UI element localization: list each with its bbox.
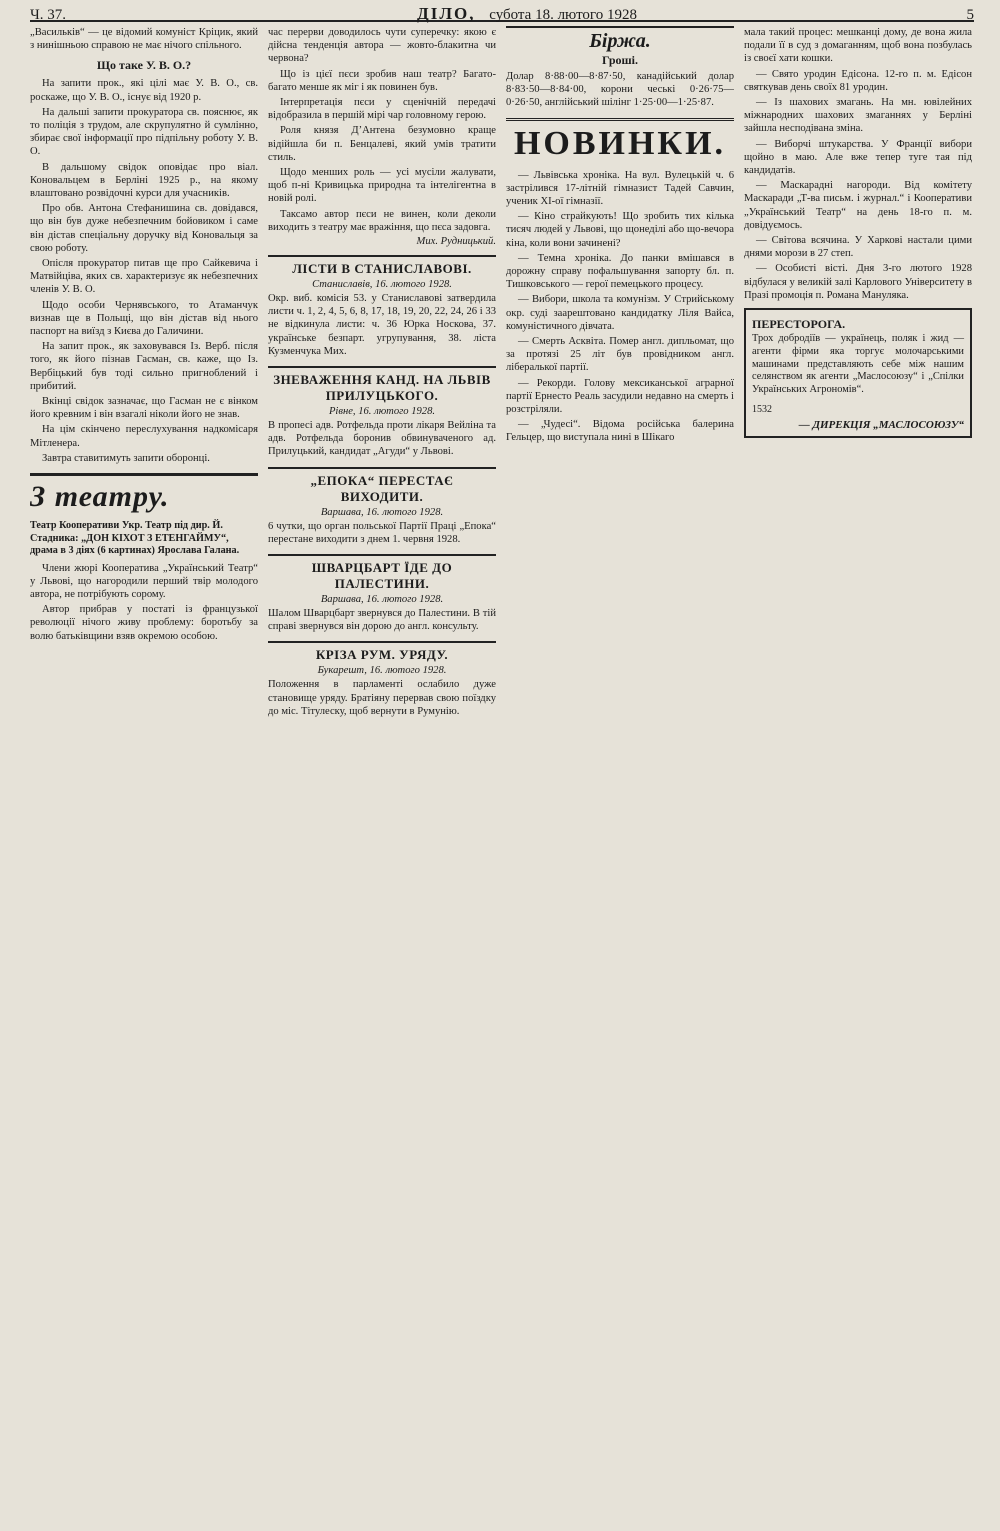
- warning-notice: [744, 308, 972, 438]
- news-dateline: Букарешт, 16. лютого 1928.: [317, 665, 447, 677]
- news-item: — Маскарадні нагороди. Від комітету Маскаради „Т-ва письм. і журнал.“ і Кооперативи „Український Театр“ на день 18-го п. м. довідуємось.: [744, 180, 972, 231]
- news-text: Шалом Шварцбарт звернувся до Палестини. В тій справі звернувся він дорою до англ. консульту.: [268, 608, 496, 633]
- article-text: Щодо особи Чернявського, то Атаманчук визнав ще в Польщі, що він дістав від нього паспорт на виїзд з Києва до Галичини.: [30, 299, 258, 338]
- exchange-rates: Долар 8·88·00—8·87·50, канадійський долар 8·83·50—8·84·00, корони чеські 0·26·75—0·26·50, англійський шілінг 1·25·00—1·25·87.: [506, 71, 734, 109]
- notice-number: 1532: [752, 404, 772, 416]
- masthead: [30, 4, 974, 22]
- news-text: Окр. виб. комісія 53. у Станиславові затвердила листи ч. 1, 2, 4, 5, 6, 8, 17, 18, 19, 20, 22, 24, 26 і 33 не відкинула листи: ч. 36 Юрка Носкова, 37. українське безпарт. угрупування, 38. ліста Кузменчука Мих.: [268, 293, 496, 357]
- article-text: В дальшому свідок оповідає про віал. Коновальцем в Берліні 1925 р., на якому влаштовано розвідочні курси для учасників.: [30, 161, 258, 200]
- article-text: Опісля прокуратор питав ще про Сайкевича і Матвійціва, яких св. характеризує як небезпечних членів У. В. О.: [30, 258, 258, 296]
- masthead-center: [120, 4, 934, 24]
- article-text: Роля князя Д’Антена безумовно краще відійшла би п. Бенцалеві, який умів тратити стиль.: [268, 125, 496, 163]
- notice-signature: — ДИРЕКЦІЯ „МАСЛОСОЮЗУ“: [798, 419, 964, 432]
- news-headline: ЗНЕВАЖЕННЯ КАНД. НА ЛЬВІВ ПРИЛУЦЬКОГО.: [268, 366, 496, 404]
- section-heading: Що таке У. В. О.?: [96, 58, 192, 73]
- column-2: [268, 26, 496, 1523]
- issue-number: Ч. 37.: [30, 7, 66, 23]
- news-item: — Темна хроніка. До панки вмішався в дорожну справу пофальшування запорту бл. п. Тишковського — герої пемецького процесу.: [506, 252, 734, 291]
- newspaper-title: ДІЛО,: [417, 4, 476, 23]
- article-text: час перерви доводилось чути суперечку: якою є дійсна тенденція автора — жовто-блакитна чи червона?: [268, 27, 496, 65]
- article-text: Що із цієї пєси зробив наш театр? Багато-багато менше як міг і як повинен був.: [268, 68, 496, 93]
- column-1: [30, 26, 258, 1523]
- article-text: На дальші запити прокуратора св. пояснює, як то поліція з трудом, але скрупулятно й сумлінно, збирає свої інформації про підпільну роботу У. В. О.: [30, 106, 258, 158]
- exchange-heading: Біржа.: [506, 26, 734, 53]
- news-text: Положення в парламенті ослабило дуже становище уряду. Братіяну перервав свою поїздку до міс. Тітулеску, щоб вернути в Румунію.: [268, 679, 496, 717]
- article-text: „Васильків“ — це відомий комуніст Кріцик, який з нинішньою справою не має нічого спільного.: [30, 27, 258, 52]
- news-headline: ШВАРЦБАРТ ЇДЕ ДО ПАЛЕСТИНИ.: [268, 554, 496, 592]
- news-headline: КРІЗА РУМ. УРЯДУ.: [268, 641, 496, 663]
- news-text: 6 чутки, що орган польської Партії Праці „Епока“ перестане виходити з днем 1. червня 1928.: [268, 520, 496, 545]
- column-4: [744, 26, 972, 1523]
- article-text: На цім скінчено переслухування надкомісаря Мітленера.: [30, 424, 258, 449]
- theatre-review-subheading: Театр Кооперативи Укр. Театр під дир. Й. Стадника: „ДОН КІХОТ З ЕТЕНГАЙМУ“, драма в 3 діях (6 картинах) Ярослава Галана.: [30, 520, 240, 557]
- news-dateline: Варшава, 16. лютого 1928.: [320, 506, 444, 518]
- news-item: — Виборчі штукарства. У Франції вибори щойно в маю. Але вже тепер туге тая під кандидатів.: [744, 138, 972, 177]
- news-headline: ЛІСТИ В СТАНИСЛАВОВІ.: [268, 255, 496, 277]
- article-text: Інтерпретація пєси у сценічній передачі відобразила в першій мірі чар головному герою.: [268, 97, 496, 122]
- theatre-section-heading: З театру.: [30, 473, 258, 514]
- news-item: — Особисті вісті. Дня 3-го лютого 1928 відбулася у великій залі Карлового Університету в Празі промоція п. Романа Мануляка.: [744, 263, 972, 301]
- news-item: — Рекорди. Голову мексиканської аграрної партії Ернесто Реаль засудили недавно на смерть і розстріляли.: [506, 377, 734, 416]
- news-item: — Свято уродин Едісона. 12-го п. м. Едісон святкував день своїх 81 уродин.: [744, 68, 972, 93]
- article-text: На запити прок., які цілі має У. В. О., св. роскаже, що У. В. О., існує від 1920 р.: [30, 78, 258, 103]
- issue-date: субота 18. лютого 1928: [489, 7, 637, 23]
- article-text: Завтра ставитимуть запити оборонці.: [42, 452, 210, 464]
- news-dateline: Станиславів, 16. лютого 1928.: [312, 279, 452, 291]
- money-subheading: Гроші.: [601, 53, 639, 67]
- news-dateline: Рівне, 16. лютого 1928.: [328, 406, 436, 418]
- notice-heading: ПЕРЕСТОРОГА.: [752, 317, 846, 332]
- news-headline: „ЕПОКА“ ПЕРЕСТАЄ ВИХОДИТИ.: [268, 467, 496, 505]
- article-text: Члени жюрі Кооператива „Український Театр“ у Львові, що нагородили перший твір молодого автора, не потрібують сорому.: [30, 562, 258, 600]
- columns: [30, 26, 974, 1523]
- article-text: Про обв. Антона Стефанишина св. довідався, що він був дуже небезпечним бойовиком і саме він дістав спеціальну доручку від Коновальця за свою роботу.: [30, 203, 258, 254]
- notice-text: Трох добродіїв — українець, поляк і жид — агенти фірми яка торгує молочарськими машинами представляють себе між нашим селянством як агенти „Маслосоюзу“ і „Спілки Українських Агрономів“.: [752, 333, 964, 396]
- article-text: Таксамо автор пєси не винен, коли деколи виходить з театру має вражіння, що пєса задовга.: [268, 208, 496, 233]
- news-item: — Із шахових змагань. На мн. ювілейних міжнародних шахових змаганнях у Берліні зайшла несподівана зміна.: [744, 97, 972, 135]
- news-item: мала такий процес: мешканці дому, де вона жила подали її в суд з домаганням, щоб вона позбулась із своєї хати кошки.: [744, 27, 972, 65]
- news-item: — „Чудесі“. Відома російська балерина Гельцер, що виступала нині в Шікаго: [506, 419, 734, 444]
- news-section-heading: НОВИНКИ.: [506, 118, 734, 163]
- page-number: 5: [966, 7, 974, 23]
- article-text: Щодо менших роль — усі мусіли жалувати, щоб п-ні Кривицька природна та інтелігентна в новій ролі.: [268, 167, 496, 205]
- news-item: — Смерть Асквіта. Помер англ. дипльомат, що за протязі 25 літ був провідником англ. лібералької партії.: [506, 336, 734, 374]
- article-text: На запит прок., як заховувався Із. Верб. після того, як його пізнав Гасман, св. каже, що Із. Вербіцький був тоді сильно пригноблений і прибитий.: [30, 341, 258, 392]
- author-signature: Мих. Рудницький.: [416, 236, 496, 248]
- news-item: — Світова всячина. У Харкові настали цими днями морози в 27 степ.: [744, 235, 972, 260]
- article-text: Автор прибрав у постаті із французької революції нічого живу проблему: боротьбу за волю батьківщини взяв окремою особою.: [30, 604, 258, 642]
- article-text: Вкінці свідок зазначає, що Гасман не є вінком його кревним і він взагалі ніколи його не знав.: [30, 396, 258, 421]
- news-item: — Вибори, школа та комунізм. У Стрийському окр. суді заарештовано кандидатку Ліля Вайса, комуністичного дівчата.: [506, 294, 734, 332]
- column-3: [506, 26, 734, 1523]
- news-item: — Львівська хроніка. На вул. Вулецькій ч. 6 застрілився 17-літній гімназист Тадей Савчин, ученик ХІ-ої гімназії.: [506, 169, 734, 208]
- news-item: — Кіно страйкують! Що зробить тих кілька тисяч людей у Львові, що щонеділі або що-вечора кіна, коли вони зачинені?: [506, 211, 734, 249]
- news-dateline: Варшава, 16. лютого 1928.: [320, 594, 444, 606]
- news-text: В пропесі адв. Ротфельда проти лікаря Вейліна та адв. Ротфельда боронив обвинуваченого ад. Прилуцький, кандидат „Агуди“ у Львові.: [268, 420, 496, 458]
